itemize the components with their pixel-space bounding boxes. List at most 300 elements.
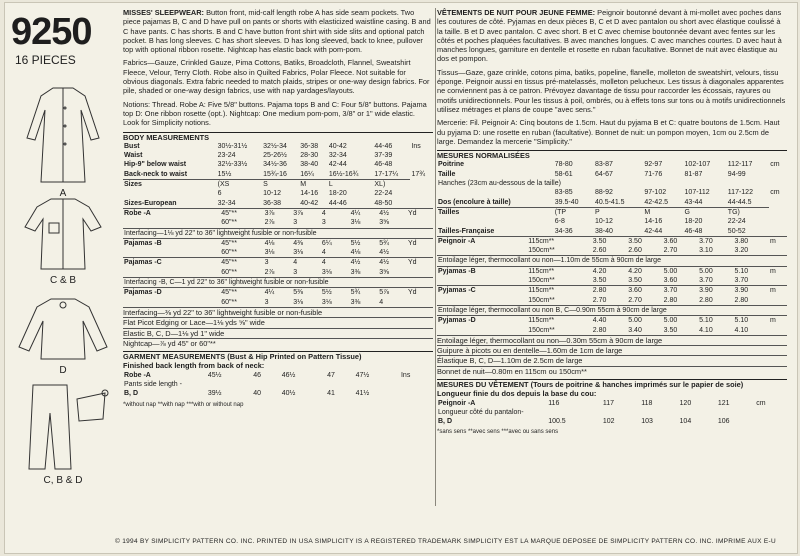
table-row [123,389,433,398]
body-measurements-table [123,142,433,208]
table-row [123,151,433,160]
table-cell: 23-24 [217,152,236,160]
table-cell: 94-99 [727,170,746,178]
table-cell: Interfacing -B, C—1 yd 22" to 36" lightweight fusible or non-fusible [123,278,433,288]
garment-table [123,371,433,399]
view-label: C, B & D [43,475,83,486]
table-cell: 3.40 [628,326,642,334]
pattern-envelope-back [4,2,798,554]
description: MISSES' SLEEPWEAR: Button front, mid-calf length robe A has side seam pockets. Two piece pajamas B, C and D have pull on pants or shorts with elasticized waistline casing. B and C have pants. C has shorts. B and C have button front shirt with side slits and optional patch pocket. B has long sleeves. C has short sleeves. D has long sleeved, back to knee, pullover top with optional ribbon rosette. Nightcap has elastic back with pom-pom. [123,8,431,55]
table-cell: 5¾ [350,288,379,298]
table-cell: 3.20 [734,247,749,255]
table-cell: 4 [292,258,321,268]
table-cell: 3⅝ [379,219,389,227]
table-cell: 3.50 [628,277,642,285]
footnote: *without nap **with nap ***with or without nap [123,401,244,408]
table-cell: 4⅜ [292,238,321,248]
table-cell: 106 [717,418,730,426]
table-row [123,298,433,307]
table-cell: 3.80 [734,236,769,246]
french-column [437,8,787,438]
table-cell: 2.80 [699,296,713,304]
table-cell: 44-46 [328,199,347,207]
table-cell: 32-34 [217,199,236,207]
table-cell: 40-42 [300,199,319,207]
table-cell: 71-76 [644,170,663,178]
table-cell [437,246,527,256]
table-cell: 92-97 [644,161,663,169]
table-cell: 15¾-16 [263,170,287,178]
garment-length-label-fr: Longueur finie du dos depuis la base du cou: [437,389,597,399]
table-row [437,170,787,179]
table-cell: 3.10 [699,247,713,255]
table-cell: 42-44 [644,227,663,235]
table-cell: Ins [400,371,411,379]
table-cell: cm [770,161,780,169]
table-cell: 34½-36 [263,161,287,169]
table-cell: 4½ [378,208,407,218]
table-cell: Taille [438,170,456,178]
table-cell: XL) [373,180,410,190]
table-cell: 40½ [281,390,296,398]
table-cell: B, D [124,390,138,398]
table-cell: 4½ [378,258,407,268]
table-cell: Bust [124,142,140,150]
fabrics-text: Fabrics—Gauze, Crinkled Gauze, Pima Cottons, Batiks, Broadcloth, Flannel, Sweatshirt Fleece, Velour, Terry Cloth. Robe also in Quilted Fabrics, Polar Fleece. Not suitable for obvious diagonals. Extra fabric needed to match plaids, stripes or one-way design fabrics. For pile, shaded or one-way design fabrics, use with nap yardages/layouts. [123,58,430,96]
table-cell: 150cm** [528,277,555,285]
table-cell: 112-117 [727,161,753,169]
table-cell: 22-24 [727,218,746,226]
table-cell: 4¼ [264,288,293,298]
table-cell: Entoilage léger, thermocollant ou non B, C—0.90m 55cm à 90cm de large [437,305,787,315]
view-a-figure [13,78,113,199]
table-cell: 120 [679,399,692,407]
table-cell [407,218,433,228]
table-cell: 4 [321,249,326,257]
table-row [123,180,433,190]
table-cell: 47 [327,371,335,379]
notions-text-fr: Mercerie: Fil. Peignoir A: Cinq boutons de 1.5cm. Haut du pyjama B et C: quatre boutons de 1.5cm. Haut du pyjama D: une rosette en ruban (facultative). Bonnet de nuit: un pompon moyen, 1cm ou 2.5cm de large. Demandez la mercerie "Simplicity." [437,118,780,146]
shirt-sketch [13,193,113,275]
table-cell: 17-17¼ [374,170,399,178]
table-cell: 3 [264,258,293,268]
view-label: C & B [49,275,77,286]
table-cell: 78-80 [554,161,573,169]
robe-sketch [13,78,113,188]
garment-table-fr [437,399,787,427]
table-cell: 60"** [221,268,237,276]
garment-measurements-title-fr: MESURES DU VÊTEMENT (Tours de poitrine & hanches imprimés sur le papier de soie) [437,379,787,389]
pants-sketch [13,379,113,475]
table-row [437,160,787,169]
table-cell [769,170,787,179]
table-cell: 42-44 [328,161,347,169]
notions-text: Notions: Thread. Robe A: Five 5/8" buttons. Pajama tops B and C: Four 5/8" buttons. Pajama top D: One ribbon rosette (opt.). Nightcap: One medium pom-pom, 3/8" or 1" wide elastic. Look for Simplicity notions. [123,99,427,128]
table-cell [437,217,554,226]
table-row [437,417,787,426]
notion-line: Bonnet de nuit—0.80m en 115cm ou 150cm** [437,366,787,376]
notion-line: Élastique B, C, D—1.10m de 2.5cm de large [437,355,787,365]
table-cell: 3.50 [627,236,662,246]
table-cell: 48-50 [374,199,393,207]
table-cell: Hip-9" below waist [124,161,187,169]
table-row [123,199,433,208]
table-row [437,316,787,326]
table-cell: 4.40 [592,316,627,326]
table-cell: 40.5-41.5 [594,198,625,206]
table-row [123,170,433,180]
table-cell: 3⅞ [264,208,293,218]
table-cell: 5.10 [698,316,733,326]
table-cell: 4 [321,208,350,218]
table-cell: S [262,180,299,190]
table-cell: Pajamas -B [123,238,220,248]
table-cell: 83-87 [594,161,613,169]
table-cell: 4½ [379,249,389,257]
table-cell [123,298,220,307]
table-cell: 32½-34 [263,142,287,150]
view-label: D [59,365,67,376]
table-cell: 32-34 [328,152,347,160]
table-row [437,179,787,188]
table-row [123,258,433,268]
view-cbd-figure [13,379,113,486]
garment-length-label: Finished back length from back of neck: [123,361,265,371]
table-cell: 103 [641,418,653,426]
table-cell: Entoilage léger, thermocollant ou non—1.10m de 55cm à 90cm de large [437,256,787,266]
table-cell: 43-44 [684,198,703,206]
table-cell [769,198,787,208]
table-cell: 2.80 [592,286,627,296]
table-row [437,217,787,226]
table-cell: 39½ [207,390,222,398]
table-cell: 3⅛ [321,298,332,306]
table-cell: 14-16 [644,218,663,226]
table-cell: G [684,207,727,217]
table-cell: L [328,180,374,190]
table-cell: Ins [411,142,421,150]
table-cell: 18-20 [328,190,347,198]
table-cell: 16½-16¾ [328,170,359,178]
table-cell: 102 [602,418,615,426]
table-cell: 5.00 [698,266,733,276]
table-cell: Poitrine [438,161,465,169]
table-cell: 3⅜ [350,298,361,306]
fabrics-text-fr: Tissus—Gaze, gaze crinkle, cotons pima, batiks, popeline, flanelle, molleton de sweatshirt, velours, tissu éponge. Peignoir aussi en tissus pré-matelassés, molleton pelucheux. Les tissus à diagonales apparentes ne conviennent pas à ce patron. Prévoyez davantage de tissu pour raccorder les écossais, rayures ou motifs unidirectionnels. Pour les tissus à poil, ombrés, ou à effets tons sur tons ou à motifs unidirectionnels utilisez métrages et plans de coupe "avec sens." [437,67,786,114]
table-cell: m [769,286,787,296]
table-cell: 3 [293,219,298,227]
table-cell: 46-48 [374,161,393,169]
table-cell: Yd [407,288,433,298]
table-cell [755,417,787,426]
table-cell: Robe -A [124,371,151,379]
table-cell: 3.50 [592,236,627,246]
table-row [437,305,787,315]
table-cell: 97-102 [644,189,667,197]
english-column [123,8,433,410]
table-cell [437,296,527,306]
table-cell: 36-38 [263,199,282,207]
table-cell: 44-46 [374,142,393,150]
table-cell: 115cm** [527,286,592,296]
table-cell: 47½ [355,371,370,379]
table-cell [769,326,787,335]
table-cell: 4.10 [699,326,713,334]
table-cell: Waist [124,152,143,160]
table-cell: 28-30 [300,152,319,160]
table-row [437,236,787,246]
table-cell: Tailles [437,207,554,217]
table-cell: 6 [217,190,222,198]
table-cell: 15½ [217,170,232,178]
table-row [123,268,433,278]
table-cell: 64-67 [594,170,613,178]
table-cell: (TP [554,207,594,217]
table-cell: 2⅞ [264,268,275,276]
table-cell: 3.70 [663,286,698,296]
table-row [437,326,787,335]
table-cell: 4.10 [734,326,749,334]
notions-extra [123,307,433,348]
notion-line: Interfacing—⅜ yd 22" to 36" lightweight fusible or non-fusible [123,307,433,317]
table-row [437,266,787,276]
top-sketch [13,293,113,365]
body-measurements-table-fr [437,160,787,235]
table-cell [769,246,787,256]
table-cell: 121 [717,399,730,407]
table-cell: 44-44.5 [727,198,752,206]
table-cell [437,276,527,286]
table-cell: 25-26½ [263,152,287,160]
column-divider [435,8,436,506]
table-cell: 116 [548,399,560,407]
table-row [437,399,787,408]
table-cell: 37-39 [374,152,393,160]
table-cell: 107-112 [684,189,710,197]
table-cell: Sizes-European [124,199,177,207]
footnote-fr: *sans sens **avec sens ***avec ou sans sens [437,429,559,436]
table-cell: 5.10 [734,316,769,326]
table-cell [769,276,787,286]
table-cell: 10-12 [263,190,282,198]
table-cell [123,268,220,278]
table-cell: 5.00 [663,266,698,276]
table-cell [410,151,433,160]
table-cell: B, D [438,418,452,426]
table-cell: Peignoir -A [438,399,476,407]
table-cell: 4 [379,298,384,306]
table-cell: 5.00 [627,316,662,326]
copyright-footer: © 1994 BY SIMPLICITY PATTERN CO. INC. PRINTED IN USA SIMPLICITY IS A REGISTERED TRADEMARK SIMPLICITY EST LA MARQUE DEPOSEE DE SIMPLICITY PATTERN CO. INC. IMPRIME AUX E-U [115,538,776,545]
table-cell: 50-52 [727,227,746,235]
table-cell: Pajamas -C [123,258,220,268]
table-cell: 39.5-40 [554,198,579,206]
table-cell [400,389,433,398]
notion-line: Elastic B, C, D—1⅛ yd 1" wide [123,328,433,338]
table-cell: 4.20 [627,266,662,276]
table-row [123,208,433,218]
table-row [123,278,433,288]
table-row [123,142,433,151]
table-cell: Tailles-Française [438,227,495,235]
table-cell: M [643,207,683,217]
table-cell [437,326,527,335]
table-cell: 104 [679,418,692,426]
table-cell: 5½ [350,238,379,248]
table-cell: Pants side length - [124,380,182,388]
table-cell: 5½ [321,288,350,298]
table-cell: 18-20 [684,218,703,226]
table-cell: Dos (encolure à taille) [438,198,511,206]
view-cb-figure [13,193,113,286]
table-cell: 60"** [221,298,237,306]
table-cell: cm [756,399,766,407]
table-cell: 45"** [220,288,263,298]
table-cell: 41½ [355,390,370,398]
table-cell: 3 [321,219,326,227]
body-measurements-title: BODY MEASUREMENTS [123,132,433,142]
table-row [123,228,433,238]
table-cell: 2.80 [592,326,607,334]
table-cell: 5¾ [378,238,407,248]
table-cell: TG) [727,207,769,217]
view-d-figure [13,293,113,376]
garment-measurements-title: GARMENT MEASUREMENTS (Bust & Hip Printed on Pattern Tissue) [123,351,433,361]
table-row [437,188,787,197]
table-cell: M [299,180,328,190]
table-cell: 81-87 [684,170,703,178]
table-cell: 3⅛ [321,268,332,276]
table-row [437,227,787,236]
table-cell: 3.60 [663,277,678,285]
table-cell: 102-107 [684,161,711,169]
table-cell: 17¾ [411,170,426,178]
table-row [437,207,787,217]
table-row [123,248,433,258]
table-cell: 117-122 [727,189,753,197]
table-cell: 3⅞ [292,208,321,218]
table-cell: Sizes [123,180,217,190]
table-row [437,286,787,296]
table-cell: Interfacing—1⅛ yd 22" to 36" lightweight fusible or non-fusible [123,228,433,238]
table-cell: 2⅞ [264,219,275,227]
table-cell: 88-92 [594,189,613,197]
notion-line: Nightcap—⅞ yd 45" or 60"** [123,338,433,348]
table-cell: 36-38 [300,142,319,150]
table-row [437,198,787,208]
table-cell: 3.90 [734,286,769,296]
table-cell: 2.80 [734,296,749,304]
table-cell: 60"** [221,249,237,257]
table-cell: P [594,207,643,217]
table-cell: m [769,316,787,326]
yardage-table-fr [437,236,787,335]
table-cell: 5.00 [663,316,698,326]
table-cell: 38-40 [594,227,613,235]
table-cell: 3.60 [663,236,698,246]
table-cell [769,296,787,306]
table-cell: 6¼ [321,238,350,248]
table-cell: 3.90 [698,286,733,296]
table-cell: 6-8 [554,218,565,226]
table-cell: 3.60 [627,286,662,296]
table-cell: cm [770,189,780,197]
table-row [123,189,433,198]
table-cell [407,298,433,307]
table-row [123,218,433,228]
table-cell: 117 [602,399,615,407]
notion-line: Entoilage léger, thermocollant ou non—0.30m 55cm à 90cm de large [437,335,787,345]
table-cell: 100.5 [548,418,566,426]
table-cell [407,268,433,278]
table-cell: 40-42 [328,142,347,150]
table-cell: m [769,236,787,246]
table-cell: (XS [217,180,263,190]
table-cell: 38-40 [300,161,319,169]
table-cell: 40 [253,390,262,398]
table-cell: 46 [253,371,262,379]
table-row [123,288,433,298]
table-cell: m [769,266,787,276]
table-cell: 45"** [220,258,263,268]
table-cell: 4 [321,258,350,268]
pattern-number: 9250 [11,11,92,53]
table-cell: 4¼ [350,208,379,218]
table-cell: Pyjamas -D [437,316,527,326]
table-cell: 10-12 [594,218,613,226]
table-cell: 3⅝ [379,268,389,276]
table-cell: 3.70 [698,236,733,246]
table-cell [123,218,220,228]
table-cell: 2.60 [592,247,607,255]
table-cell: 60"** [221,219,237,227]
table-cell: 115cm** [527,236,592,246]
table-cell: 5⅜ [292,288,321,298]
table-cell: 4½ [350,258,379,268]
table-cell: 3.50 [663,326,678,334]
table-cell: 14-16 [300,190,319,198]
table-row [123,160,433,169]
table-cell [123,248,220,258]
body-measurements-title-fr: MESURES NORMALISÉES [437,150,787,160]
table-row [437,256,787,266]
table-cell [407,248,433,258]
table-cell: 83-85 [554,189,573,197]
view-label: A [59,188,67,199]
table-cell: 46-48 [684,227,703,235]
table-cell: 3 [293,268,298,276]
table-cell: Pajamas -D [123,288,220,298]
table-cell: Pyjamas -C [437,286,527,296]
table-cell: 115cm** [527,266,592,276]
table-cell: 2.60 [628,247,642,255]
table-cell: 115cm** [527,316,592,326]
table-cell: 46½ [281,371,296,379]
description-fr: VÊTEMENTS DE NUIT POUR JEUNE FEMME: Peignoir boutonné devant à mi-mollet avec poches dans les coutures de côté. Pyjamas en deux pièces B, C et D avec pantalon ou short avec élastique coulissé à la taille. B et D avec pantalon. C avec short. B et C avec chemise boutonnée devant avec fentes sur les côtés et poches plaquées facultatives. B avec manches longues. C avec manches courtes. D avec haut à manches longues, garniture en dentelle et rosette en ruban facultative. Bonnet de nuit avec élastique au dos et pompon. [437,8,782,64]
table-cell: 3⅛ [293,298,303,306]
table-cell: 34-36 [554,227,573,235]
table-cell: 5⅞ [378,288,407,298]
table-cell: Yd [407,258,433,268]
notion-line: Flat Picot Edging or Lace—1⅛ yds ⅝" wide [123,317,433,327]
table-cell [410,160,433,169]
table-cell: 16¼ [300,170,314,178]
notion-line: Guipure à picots ou en dentelle—1.60m de 1cm de large [437,345,787,355]
table-cell: 30½-31½ [217,142,248,150]
table-cell: 150cm** [528,326,555,334]
table-cell: Longueur côté du pantalon- [438,408,524,416]
table-row [123,380,433,389]
